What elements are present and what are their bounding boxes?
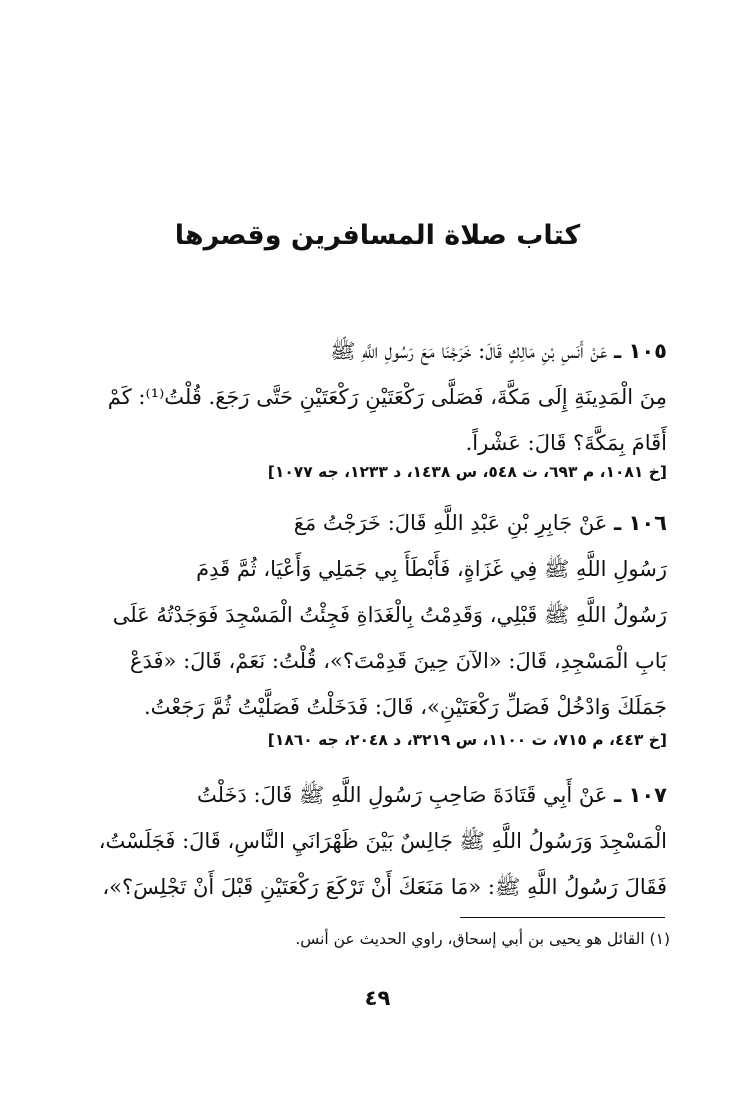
hadith-line: رَسُولِ اللَّهِ ﷺ فِي غَزَاةٍ، فَأَبْطَأَ بِي جَمَلِي وَأَعْيَا، ثُمَّ قَدِمَ bbox=[196, 557, 667, 581]
hadith-number: ١٠٦ ـ bbox=[614, 511, 667, 535]
hadith-line: ١٠٥ ـ عَنْ أَنَسِ بْنِ مَالِكٍ قَالَ: خَرَجْنَا مَعَ رَسُولِ اللَّهِ ﷺ bbox=[330, 339, 667, 363]
page-number: ٤٩ bbox=[364, 986, 391, 1010]
hadith-line: أَقَامَ بِمَكَّةَ؟ قَالَ: عَشْراً. bbox=[465, 431, 667, 455]
hadith-reference: [خ ٤٤٣، م ٧١٥، ت ١١٠٠، س ٣٢١٩، د ٢٠٤٨، جه ١٨٦٠] bbox=[267, 731, 667, 749]
hadith-line: بَابِ الْمَسْجِدِ، قَالَ: «الآنَ حِينَ قَدِمْتَ؟»، قُلْتُ: نَعَمْ، قَالَ: «فَدَعْ bbox=[129, 649, 667, 673]
chapter-title: كتاب صلاة المسافرين وقصرها bbox=[174, 220, 581, 251]
hadith-line: ١٠٦ ـ عَنْ جَابِرِ بْنِ عَبْدِ اللَّهِ قَالَ: خَرَجْتُ مَعَ bbox=[293, 511, 667, 535]
hadith-number: ١٠٧ ـ bbox=[614, 783, 667, 807]
hadith-107 bbox=[82, 772, 667, 910]
hadith-line: رَسُولُ اللَّهِ ﷺ قَبْلِي، وَقَدِمْتُ بِالْغَدَاةِ فَجِئْتُ الْمَسْجِدَ فَوَجَدْتُهُ عَلَى bbox=[112, 603, 667, 627]
hadith-number: ١٠٥ ـ bbox=[614, 339, 667, 363]
hadith-line: جَمَلَكَ وَادْخُلْ فَصَلِّ رَكْعَتَيْنِ»، قَالَ: فَدَخَلْتُ فَصَلَّيْتُ ثُمَّ رَجَعْتُ. bbox=[143, 695, 667, 719]
hadith-reference: [خ ١٠٨١، م ٦٩٣، ت ٥٤٨، س ١٤٣٨، د ١٢٣٣، جه ١٠٧٧] bbox=[267, 463, 667, 481]
footnote-divider bbox=[460, 917, 665, 918]
hadith-106 bbox=[82, 500, 667, 730]
hadith-line: مِنَ الْمَدِينَةِ إِلَى مَكَّةَ، فَصَلَّى رَكْعَتَيْنِ رَكْعَتَيْنِ حَتَّى رَجَعَ. قُلْتُ⁽¹⁾: كَمْ bbox=[107, 385, 667, 409]
hadith-105 bbox=[82, 328, 667, 466]
footnote: (١) القائل هو يحيى بن أبي إسحاق، راوي الحديث عن أنس. bbox=[295, 930, 670, 948]
hadith-line: ١٠٧ ـ عَنْ أَبِي قَتَادَةَ صَاحِبِ رَسُولِ اللَّهِ ﷺ قَالَ: دَخَلْتُ bbox=[196, 783, 667, 807]
hadith-line: فَقَالَ رَسُولُ اللَّهِ ﷺ: «مَا مَنَعَكَ أَنْ تَرْكَعَ رَكْعَتَيْنِ قَبْلَ أَنْ تَجْلِسَ؟»، bbox=[102, 875, 667, 899]
hadith-line: الْمَسْجِدَ وَرَسُولُ اللَّهِ ﷺ جَالِسٌ بَيْنَ ظَهْرَانَيِ النَّاسِ، قَالَ: فَجَلَسْتُ، bbox=[98, 829, 667, 853]
